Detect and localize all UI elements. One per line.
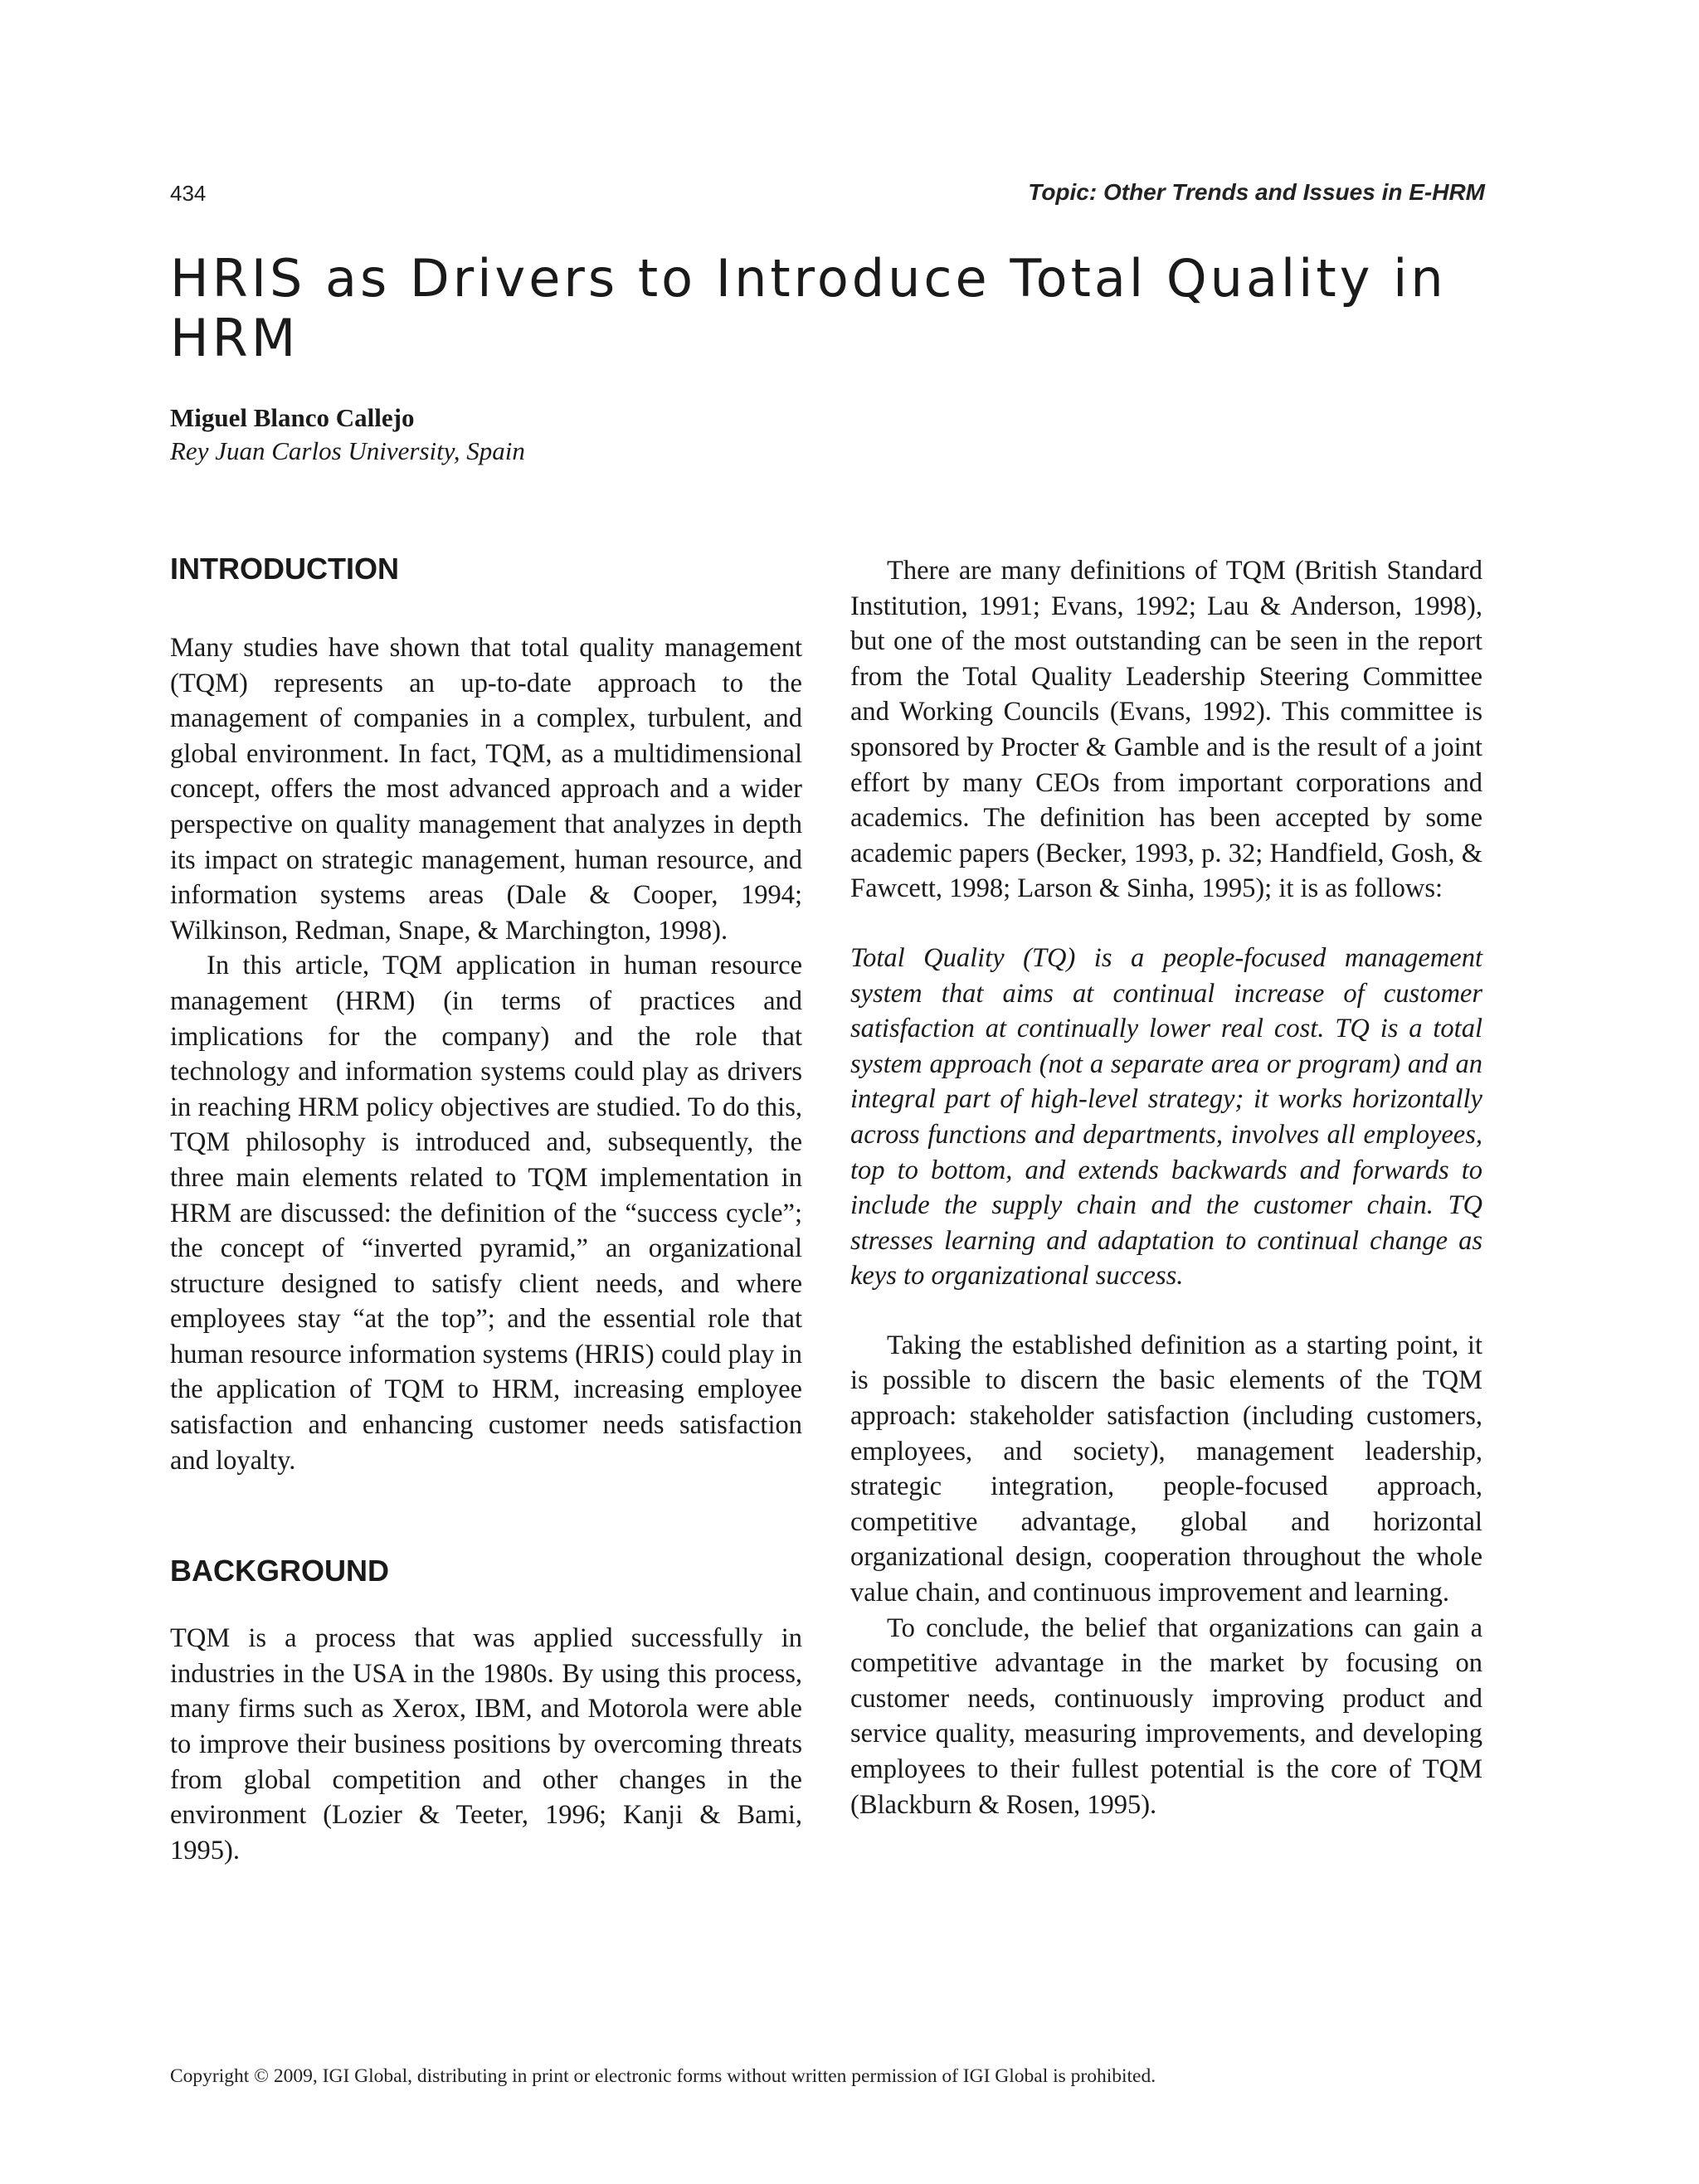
- right-column: [850, 553, 1482, 1822]
- introduction-heading: INTRODUCTION: [170, 552, 399, 586]
- tq-definition-quote: Total Quality (TQ) is a people-focused management system that aims at continual increase of customer satisfaction at continually lower real cost. TQ is a total system approach (not a separate area or program) and an integral part of high-level strategy; it works horizontally across functions and departments, involves all employees, top to bottom, and extends backwards and forwards to include the supply chain and the customer chain. TQ stresses learning and adaptation to continual change as keys to organizational success.: [850, 942, 1482, 1291]
- running-head: Topic: Other Trends and Issues in E-HRM: [1028, 179, 1485, 205]
- author-name: Miguel Blanco Callejo: [170, 403, 415, 432]
- article-title: HRIS as Drivers to Introduce Total Quality in HRM: [170, 248, 1447, 368]
- left-column: [170, 552, 802, 1868]
- background-heading: BACKGROUND: [170, 1554, 389, 1588]
- copyright-footer: Copyright © 2009, IGI Global, distributing in print or electronic forms without written permission of IGI Global is prohibited.: [170, 2065, 1156, 2087]
- right-paragraph-1: There are many definitions of TQM (British Standard Institution, 1991; Evans, 1992; Lau & Anderson, 1998), but one of the most outstanding can be seen in the report from the Total Quality Leadership Steering Committee and Working Councils (Evans, 1992). This committee is sponsored by Procter & Gamble and is the result of a joint effort by many CEOs from important corporations and academics. The definition has been accepted by some academic papers (Becker, 1993, p. 32; Handfield, Gosh, & Fawcett, 1998; Larson & Sinha, 1995); it is as follows:: [850, 556, 1482, 904]
- author-affiliation: Rey Juan Carlos University, Spain: [170, 436, 525, 465]
- introduction-paragraph-1: Many studies have shown that total quality management (TQM) represents an up-to-date approach to the management of companies in a complex, turbulent, and global environment. In fact, TQM, as a multidimensional concept, offers the most advanced approach and a wider perspective on quality management that analyzes in depth its impact on strategic management, human resource, and information systems areas (Dale & Cooper, 1994; Wilkinson, Redman, Snape, & Marchington, 1998).: [170, 633, 802, 946]
- page-number: 434: [170, 181, 207, 206]
- right-paragraph-3: To conclude, the belief that organizations can gain a competitive advantage in the market by focusing on customer needs, continuously improving product and service quality, measuring improvements, and developing employees to their fullest potential is the core of TQM (Blackburn & Rosen, 1995).: [850, 1612, 1482, 1820]
- right-paragraph-2: Taking the established definition as a starting point, it is possible to discern the basic elements of the TQM approach: stakeholder satisfaction (including customers, employees, and society), management leadership, strategic integration, people-focused approach, competitive advantage, global and horizontal organizational design, cooperation throughout the whole value chain, and continuous improvement and learning.: [850, 1330, 1482, 1608]
- background-paragraph-1: TQM is a process that was applied successfully in industries in the USA in the 1980s. By using this process, many firms such as Xerox, IBM, and Motorola were able to improve their business positions by overcoming threats from global competition and other changes in the environment (Lozier & Teeter, 1996; Kanji & Bami, 1995).: [170, 1623, 802, 1865]
- introduction-paragraph-2: In this article, TQM application in human resource management (HRM) (in terms of practices and implications for the company) and the role that technology and information systems could play as drivers in reaching HRM policy objectives are studied. To do this, TQM philosophy is introduced and, subsequently, the three main elements related to TQM implementation in HRM are discussed: the definition of the “success cycle”; the concept of “inverted pyramid,” an organizational structure designed to satisfy client needs, and where employees stay “at the top”; and the essential role that human resource information systems (HRIS) could play in the application of TQM to HRM, increasing employee satisfaction and enhancing customer needs satisfaction and loyalty.: [170, 951, 802, 1476]
